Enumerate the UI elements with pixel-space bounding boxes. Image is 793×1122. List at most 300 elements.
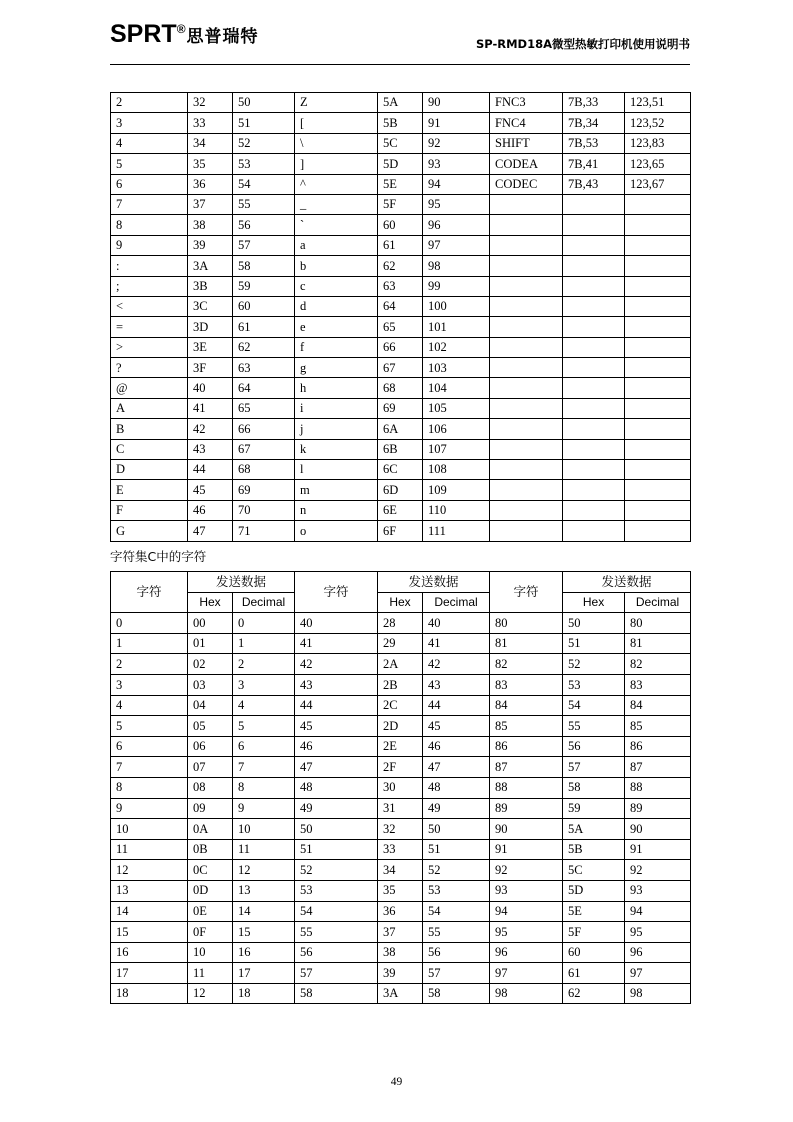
table-cell: [625, 398, 691, 418]
table-cell: 42: [295, 654, 378, 675]
table-cell: 5A: [563, 819, 625, 840]
table-cell: 53: [295, 880, 378, 901]
table-cell: 46: [423, 736, 490, 757]
table-cell: 44: [188, 460, 233, 480]
table-row: [111, 215, 691, 235]
table-cell: o: [295, 521, 378, 541]
table-cell: [490, 276, 563, 296]
table-cell: 0A: [188, 819, 233, 840]
table-cell: 96: [423, 215, 490, 235]
table-row: [111, 633, 691, 654]
table-row: [111, 716, 691, 737]
page-header: [110, 22, 690, 65]
table-cell: 45: [188, 480, 233, 500]
table-cell: 61: [563, 963, 625, 984]
table-cell: 47: [188, 521, 233, 541]
logo-chinese-text: 思普瑞特: [186, 27, 259, 47]
table-cell: [625, 276, 691, 296]
table-cell: Z: [295, 93, 378, 113]
table-cell: 57: [233, 235, 295, 255]
table-cell: 69: [233, 480, 295, 500]
charset-c-caption: 字符集C中的字符: [110, 549, 207, 564]
table-cell: 49: [423, 798, 490, 819]
table-cell: 68: [233, 460, 295, 480]
table-cell: 95: [625, 922, 691, 943]
table-cell: [490, 500, 563, 520]
table-cell: 36: [188, 174, 233, 194]
table-cell: 92: [423, 133, 490, 153]
table1-body: [111, 93, 691, 542]
table-cell: 3D: [188, 317, 233, 337]
th-hex-3: Hex: [563, 592, 625, 613]
table-cell: 6D: [378, 480, 423, 500]
table-cell: 106: [423, 419, 490, 439]
table-cell: [490, 215, 563, 235]
table-cell: \: [295, 133, 378, 153]
table-cell: [625, 194, 691, 214]
table-cell: 54: [563, 695, 625, 716]
table-cell: 30: [378, 777, 423, 798]
table-row: [111, 922, 691, 943]
table-cell: 61: [233, 317, 295, 337]
table-cell: [625, 419, 691, 439]
table-cell: 44: [295, 695, 378, 716]
table-cell: `: [295, 215, 378, 235]
table-cell: [490, 317, 563, 337]
th-char-1: 字符: [111, 572, 188, 613]
table-cell: 17: [233, 963, 295, 984]
table-cell: 83: [490, 674, 563, 695]
table-cell: 09: [188, 798, 233, 819]
table-cell: 3: [111, 113, 188, 133]
table-cell: 1: [111, 633, 188, 654]
registered-trademark-icon: ®: [176, 22, 186, 36]
table-cell: 11: [188, 963, 233, 984]
table-cell: 49: [295, 798, 378, 819]
table-cell: 57: [563, 757, 625, 778]
table-cell: @: [111, 378, 188, 398]
table-row: [111, 276, 691, 296]
table-row: [111, 358, 691, 378]
table-cell: 16: [233, 942, 295, 963]
table-cell: 33: [188, 113, 233, 133]
table-cell: 40: [295, 613, 378, 634]
table-cell: 3E: [188, 337, 233, 357]
table-cell: 2: [233, 654, 295, 675]
table-cell: 63: [233, 358, 295, 378]
table-cell: 66: [378, 337, 423, 357]
table-cell: [563, 460, 625, 480]
table-cell: FNC3: [490, 93, 563, 113]
table-cell: 86: [625, 736, 691, 757]
table-cell: 43: [295, 674, 378, 695]
table-cell: 2: [111, 654, 188, 675]
table-cell: 4: [233, 695, 295, 716]
table-cell: 94: [490, 901, 563, 922]
table-cell: [625, 500, 691, 520]
table-cell: 08: [188, 777, 233, 798]
table-cell: [490, 358, 563, 378]
th-char-2: 字符: [295, 572, 378, 613]
table-cell: 05: [188, 716, 233, 737]
table-row: [111, 398, 691, 418]
table-cell: i: [295, 398, 378, 418]
table-cell: 92: [490, 860, 563, 881]
table-cell: 99: [423, 276, 490, 296]
table-cell: 1: [233, 633, 295, 654]
table-row: [111, 500, 691, 520]
table-cell: 38: [188, 215, 233, 235]
table-cell: 97: [423, 235, 490, 255]
table-cell: 82: [490, 654, 563, 675]
table-cell: 11: [111, 839, 188, 860]
table-cell: 57: [295, 963, 378, 984]
table-cell: 40: [188, 378, 233, 398]
table-row: [111, 819, 691, 840]
table-cell: 39: [188, 235, 233, 255]
table-cell: [563, 337, 625, 357]
table-cell: 07: [188, 757, 233, 778]
table-cell: 13: [233, 880, 295, 901]
table-cell: 46: [188, 500, 233, 520]
table-cell: 65: [233, 398, 295, 418]
table-cell: d: [295, 296, 378, 316]
table-cell: 95: [423, 194, 490, 214]
table-cell: [625, 317, 691, 337]
table-cell: 3B: [188, 276, 233, 296]
table-cell: 62: [233, 337, 295, 357]
table-cell: [625, 460, 691, 480]
charset-c-table: [110, 571, 691, 1004]
table-cell: [490, 378, 563, 398]
table-cell: 47: [295, 757, 378, 778]
table-cell: 9: [111, 798, 188, 819]
table-cell: 35: [188, 154, 233, 174]
table-cell: 56: [563, 736, 625, 757]
table-cell: a: [295, 235, 378, 255]
table-cell: 90: [423, 93, 490, 113]
table-cell: G: [111, 521, 188, 541]
table-row: [111, 480, 691, 500]
table-cell: 6: [233, 736, 295, 757]
table-cell: 88: [490, 777, 563, 798]
table-cell: [625, 439, 691, 459]
page-number: 49: [390, 1076, 403, 1088]
table-row: [111, 674, 691, 695]
table-cell: 54: [295, 901, 378, 922]
table-cell: [563, 439, 625, 459]
table-row: [111, 695, 691, 716]
table-cell: 51: [233, 113, 295, 133]
table-cell: 3C: [188, 296, 233, 316]
table-cell: F: [111, 500, 188, 520]
table-cell: [563, 215, 625, 235]
table-cell: [625, 235, 691, 255]
table-cell: 2B: [378, 674, 423, 695]
table-cell: 5B: [563, 839, 625, 860]
table-row: [111, 880, 691, 901]
table-cell: 5C: [378, 133, 423, 153]
table-cell: 36: [378, 901, 423, 922]
table-cell: >: [111, 337, 188, 357]
table-cell: 93: [490, 880, 563, 901]
table-cell: 37: [188, 194, 233, 214]
table-cell: 12: [188, 983, 233, 1004]
table-cell: 60: [233, 296, 295, 316]
table-cell: 8: [233, 777, 295, 798]
table-cell: 5F: [378, 194, 423, 214]
table-cell: [625, 296, 691, 316]
table-cell: 92: [625, 860, 691, 881]
table-cell: 8: [111, 777, 188, 798]
table-cell: 55: [423, 922, 490, 943]
table-row: [111, 93, 691, 113]
table-cell: 0: [233, 613, 295, 634]
table-cell: [625, 358, 691, 378]
table-cell: 70: [233, 500, 295, 520]
table-cell: 53: [423, 880, 490, 901]
table-cell: 7B,34: [563, 113, 625, 133]
logo-sprt-text: SPRT: [110, 20, 177, 48]
table-row: [111, 194, 691, 214]
table-cell: 7B,41: [563, 154, 625, 174]
table-cell: 4: [111, 133, 188, 153]
table-cell: 69: [378, 398, 423, 418]
table-cell: 56: [295, 942, 378, 963]
document-title: SP-RMD18A微型热敏打印机使用说明书: [475, 37, 690, 51]
table-cell: [625, 521, 691, 541]
table-cell: 6: [111, 736, 188, 757]
table-cell: 7B,43: [563, 174, 625, 194]
table-cell: 104: [423, 378, 490, 398]
table-cell: 56: [423, 942, 490, 963]
table-cell: 2D: [378, 716, 423, 737]
table-cell: 51: [423, 839, 490, 860]
table-cell: [563, 398, 625, 418]
th-hex-2: Hex: [378, 592, 423, 613]
table-cell: 80: [625, 613, 691, 634]
table-cell: D: [111, 460, 188, 480]
th-decimal-3: Decimal: [625, 592, 691, 613]
th-senddata-3: 发送数据: [563, 572, 691, 593]
table-cell: 123,65: [625, 154, 691, 174]
table-cell: 91: [490, 839, 563, 860]
th-char-3: 字符: [490, 572, 563, 613]
table-cell: 60: [378, 215, 423, 235]
table-cell: 50: [233, 93, 295, 113]
table-row: [111, 736, 691, 757]
table-cell: [625, 215, 691, 235]
table-cell: 02: [188, 654, 233, 675]
table-cell: 45: [295, 716, 378, 737]
table-cell: ^: [295, 174, 378, 194]
table-cell: 2F: [378, 757, 423, 778]
table-cell: 5: [111, 154, 188, 174]
table-cell: j: [295, 419, 378, 439]
table-cell: CODEA: [490, 154, 563, 174]
table-cell: [625, 480, 691, 500]
table-cell: [563, 521, 625, 541]
table-cell: 42: [423, 654, 490, 675]
table-cell: 103: [423, 358, 490, 378]
table-cell: 44: [423, 695, 490, 716]
table-cell: 40: [423, 613, 490, 634]
table-cell: [563, 235, 625, 255]
table-row: [111, 983, 691, 1004]
table-cell: 91: [625, 839, 691, 860]
table-cell: B: [111, 419, 188, 439]
table-cell: 2E: [378, 736, 423, 757]
table-cell: [490, 398, 563, 418]
table-cell: 04: [188, 695, 233, 716]
table-row: [111, 613, 691, 634]
table2-header-row-2: [111, 592, 691, 613]
table-cell: 95: [490, 922, 563, 943]
table-cell: 81: [625, 633, 691, 654]
table-cell: 107: [423, 439, 490, 459]
table-cell: 59: [233, 276, 295, 296]
table-row: [111, 154, 691, 174]
table-row: [111, 942, 691, 963]
table-cell: 6B: [378, 439, 423, 459]
table-cell: 32: [188, 93, 233, 113]
table-cell: 82: [625, 654, 691, 675]
table-cell: [563, 276, 625, 296]
table-cell: [490, 460, 563, 480]
table-cell: 96: [625, 942, 691, 963]
table-cell: 9: [233, 798, 295, 819]
table-cell: 06: [188, 736, 233, 757]
table-cell: _: [295, 194, 378, 214]
table-cell: 15: [111, 922, 188, 943]
table-cell: 6A: [378, 419, 423, 439]
table-cell: ;: [111, 276, 188, 296]
table-cell: 45: [423, 716, 490, 737]
th-senddata-2: 发送数据: [378, 572, 490, 593]
table-cell: 41: [188, 398, 233, 418]
table-cell: 64: [378, 296, 423, 316]
table-cell: E: [111, 480, 188, 500]
table-cell: 85: [490, 716, 563, 737]
table-cell: 7B,53: [563, 133, 625, 153]
table-cell: 67: [378, 358, 423, 378]
table-cell: b: [295, 256, 378, 276]
table-cell: 41: [423, 633, 490, 654]
table-row: [111, 113, 691, 133]
table-row: [111, 798, 691, 819]
table-cell: 85: [625, 716, 691, 737]
table-cell: 50: [295, 819, 378, 840]
table-cell: k: [295, 439, 378, 459]
table-row: [111, 860, 691, 881]
table-cell: 58: [423, 983, 490, 1004]
table-cell: 62: [563, 983, 625, 1004]
table-cell: 43: [423, 674, 490, 695]
table-cell: 58: [563, 777, 625, 798]
table-cell: FNC4: [490, 113, 563, 133]
table-cell: 89: [490, 798, 563, 819]
table-cell: 88: [625, 777, 691, 798]
table-cell: 42: [188, 419, 233, 439]
table-cell: 35: [378, 880, 423, 901]
table2-header-row-1: [111, 572, 691, 593]
table-cell: [490, 235, 563, 255]
table-cell: 57: [423, 963, 490, 984]
table-cell: 123,67: [625, 174, 691, 194]
table-cell: 108: [423, 460, 490, 480]
table-cell: [490, 194, 563, 214]
table-cell: [625, 378, 691, 398]
table-cell: g: [295, 358, 378, 378]
table-cell: 90: [625, 819, 691, 840]
table-cell: 111: [423, 521, 490, 541]
table-cell: 123,83: [625, 133, 691, 153]
table-cell: 55: [563, 716, 625, 737]
table-cell: 3: [111, 674, 188, 695]
table-row: [111, 419, 691, 439]
table-row: [111, 839, 691, 860]
table-row: [111, 460, 691, 480]
table-cell: 6: [111, 174, 188, 194]
table-cell: 91: [423, 113, 490, 133]
table-cell: 59: [563, 798, 625, 819]
table-cell: 94: [625, 901, 691, 922]
table-cell: ]: [295, 154, 378, 174]
table-cell: 101: [423, 317, 490, 337]
table-cell: [625, 256, 691, 276]
table-row: [111, 378, 691, 398]
table-cell: 12: [111, 860, 188, 881]
table-cell: 28: [378, 613, 423, 634]
table-cell: 98: [490, 983, 563, 1004]
table-cell: 32: [378, 819, 423, 840]
table-cell: 105: [423, 398, 490, 418]
table-row: [111, 901, 691, 922]
table-cell: 7: [111, 757, 188, 778]
table-cell: 3: [233, 674, 295, 695]
table-cell: 7: [111, 194, 188, 214]
table-cell: 53: [233, 154, 295, 174]
table-cell: 5B: [378, 113, 423, 133]
table-cell: 46: [295, 736, 378, 757]
table-cell: 10: [111, 819, 188, 840]
table-cell: 98: [625, 983, 691, 1004]
table-cell: 17: [111, 963, 188, 984]
table-cell: 0: [111, 613, 188, 634]
table-cell: 33: [378, 839, 423, 860]
table-cell: 4: [111, 695, 188, 716]
table-cell: 97: [625, 963, 691, 984]
table-cell: 3F: [188, 358, 233, 378]
table-cell: 98: [423, 256, 490, 276]
table-cell: [563, 378, 625, 398]
table-cell: 34: [188, 133, 233, 153]
table-cell: [625, 337, 691, 357]
table-cell: 0D: [188, 880, 233, 901]
table-cell: 63: [378, 276, 423, 296]
table-cell: :: [111, 256, 188, 276]
table-cell: 56: [233, 215, 295, 235]
table-cell: 52: [295, 860, 378, 881]
table-cell: 18: [233, 983, 295, 1004]
table-cell: 65: [378, 317, 423, 337]
table-cell: 52: [563, 654, 625, 675]
table-cell: ?: [111, 358, 188, 378]
table-cell: [563, 317, 625, 337]
table-cell: 5: [233, 716, 295, 737]
table2-body: [111, 613, 691, 1004]
table-cell: m: [295, 480, 378, 500]
